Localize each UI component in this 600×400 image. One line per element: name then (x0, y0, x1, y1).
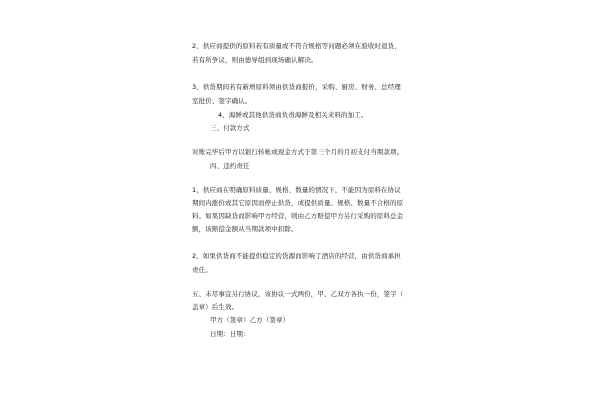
breach-1-line-2: 期间内涨价或其它原因而停止供货，或提供质量、规格、数量不合格的原 (192, 199, 404, 207)
signature-parties: 甲方（签章）乙方（签章） (210, 316, 290, 324)
clause-2-line-2: 若有所争议，则由德导组到现场确认解决。 (192, 56, 318, 64)
breach-1-line-1: 1、供应商在明确原料质量、规格、数量的情况下，不能因为原料在协议 (192, 186, 401, 194)
section-5-line-1: 五、未尽事宜另行协议，该协议一式两份，甲、乙双方各执一份，签字（ (192, 290, 404, 298)
clause-3-line-1: 3、供货期间若有新增原料须由供货商报价，采购、厨房、财务、总经理 (192, 83, 401, 91)
clause-3-line-2: 室批价、签字确认。 (192, 97, 252, 105)
signature-dates: 日期：日期： (210, 330, 250, 338)
breach-2-line-1: 2、如果供货商不能提供稳定的货源而影响了酒店的经营，由供货商承担 (192, 252, 401, 260)
section-3-title: 三、付款方式 (210, 124, 250, 132)
breach-1-line-4: 额，该赔偿金额从当期款项中扣除。 (192, 225, 298, 233)
breach-2-line-2: 责任。 (192, 266, 212, 274)
clause-2-line-1: 2、供应商提供的原料若有质量或不符合规格等问题必须在验收时退货， (192, 42, 401, 50)
section-4-title: 四、违约责任 (210, 162, 250, 170)
section-5-line-2: 盖章）后生效。 (192, 303, 239, 311)
payment-text: 对账完毕后甲方以银行转帐或现金方式于第三个月的月初支付当期款项。 (192, 148, 404, 156)
clause-4: 4、海鲜或其他供货商负责海鲜及相关来料的加工。 (218, 111, 368, 119)
breach-1-line-3: 料。如果因缺货而影响甲方经营，则由乙方赔偿甲方另行采购的原料总金 (192, 212, 404, 220)
